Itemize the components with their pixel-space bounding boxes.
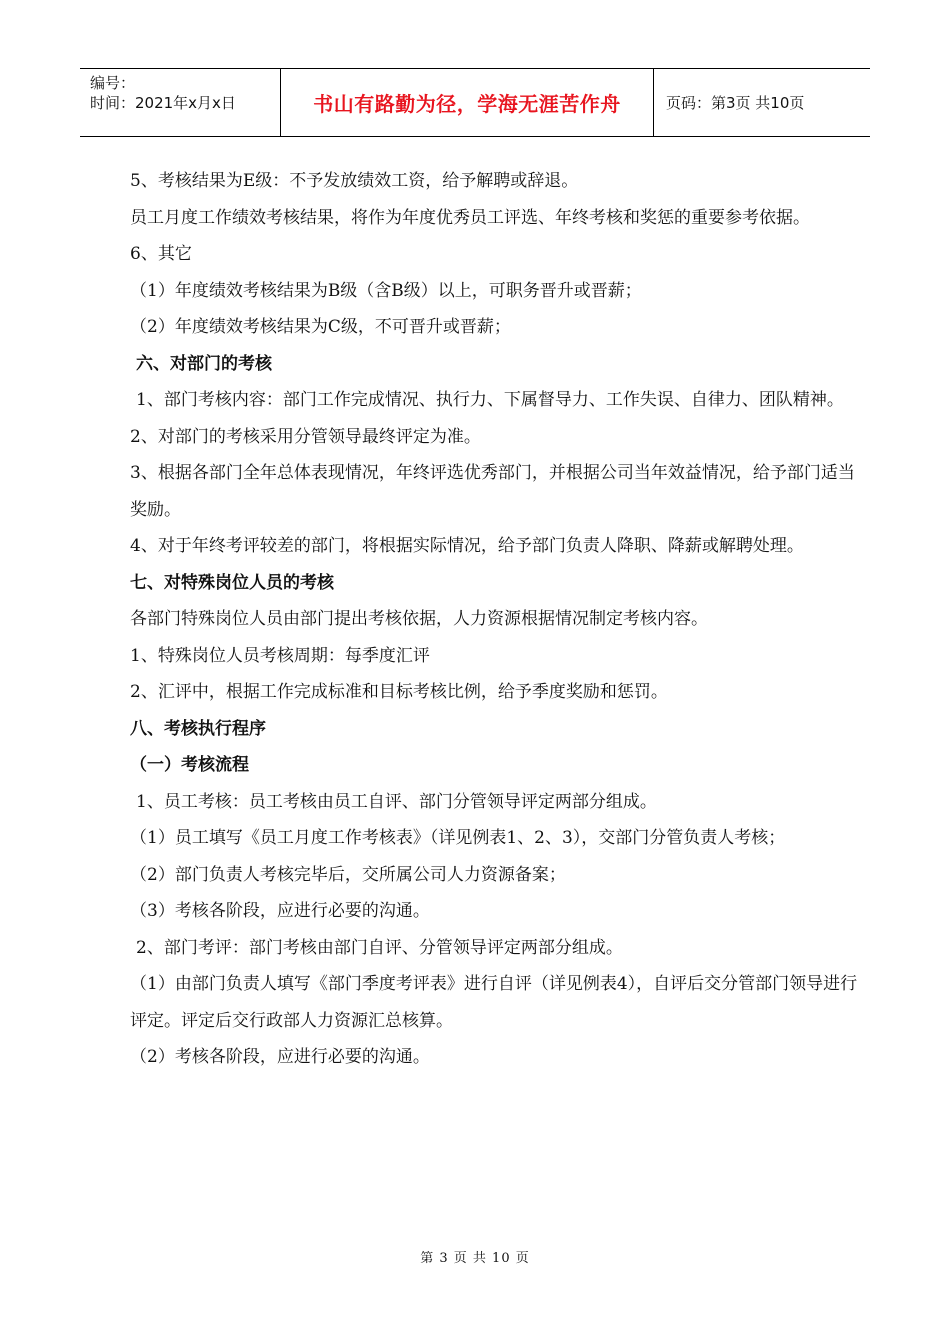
paragraph: 员工月度工作绩效考核结果，将作为年度优秀员工评选、年终考核和奖惩的重要参考依据。 [130, 207, 810, 228]
header-meta [80, 69, 281, 136]
page-header [80, 68, 870, 137]
paragraph: 6、其它 [130, 244, 192, 264]
paragraph: （3）考核各阶段，应进行必要的沟通。 [130, 901, 430, 921]
paragraph: 2、部门考评：部门考核由部门自评、分管领导评定两部分组成。 [136, 937, 623, 958]
header-motto: 书山有路勤为径，学海无涯苦作舟 [281, 69, 654, 136]
paragraph: 1、特殊岗位人员考核周期：每季度汇评 [130, 645, 430, 666]
paragraph: 七、对特殊岗位人员的考核 [130, 572, 334, 593]
paragraph: 2、对部门的考核采用分管领导最终评定为准。 [130, 426, 481, 447]
paragraph: （2）考核各阶段，应进行必要的沟通。 [130, 1047, 430, 1067]
header-page-info: 页码：第3页 共10页 [666, 94, 805, 112]
paragraph: （1）年度绩效考核结果为B级（含B级）以上，可职务晋升或晋薪； [130, 280, 642, 301]
paragraph: （1）由部门负责人填写《部门季度考评表》进行自评（详见例表4），自评后交分管部门领导进行评定。评定后交行政部人力资源汇总核算。 [130, 974, 858, 1031]
paragraph: （1）员工填写《员工月度工作考核表》（详见例表1、2、3），交部门分管负责人考核； [130, 828, 786, 848]
paragraph: 六、对部门的考核 [136, 353, 272, 374]
paragraph: 八、考核执行程序 [130, 718, 266, 739]
number-label: 编号： [90, 74, 136, 92]
paragraph: （2）年度绩效考核结果为C级，不可晋升或晋薪； [130, 317, 511, 337]
paragraph: 2、汇评中，根据工作完成标准和目标考核比例，给予季度奖励和惩罚。 [130, 682, 668, 702]
paragraph: （一）考核流程 [130, 755, 249, 775]
paragraph: 各部门特殊岗位人员由部门提出考核依据，人力资源根据情况制定考核内容。 [130, 609, 708, 629]
paragraph: 4、对于年终考评较差的部门，将根据实际情况，给予部门负责人降职、降薪或解聘处理。 [130, 536, 804, 556]
paragraph: 1、部门考核内容：部门工作完成情况、执行力、下属督导力、工作失误、自律力、团队精神。 [136, 390, 844, 410]
page-footer: 第 3 页 共 10 页 [420, 1251, 530, 1266]
paragraph: 3、根据各部门全年总体表现情况，年终评选优秀部门，并根据公司当年效益情况，给予部门适当奖励。 [130, 463, 855, 520]
paragraph: 1、员工考核：员工考核由员工自评、部门分管领导评定两部分组成。 [136, 791, 657, 812]
paragraph: 5、考核结果为E级：不予发放绩效工资，给予解聘或辞退。 [130, 171, 579, 191]
paragraph: （2）部门负责人考核完毕后，交所属公司人力资源备案； [130, 864, 566, 885]
date-label: 时间：2021年x月x日 [90, 94, 236, 112]
document-body [92, 163, 862, 1076]
